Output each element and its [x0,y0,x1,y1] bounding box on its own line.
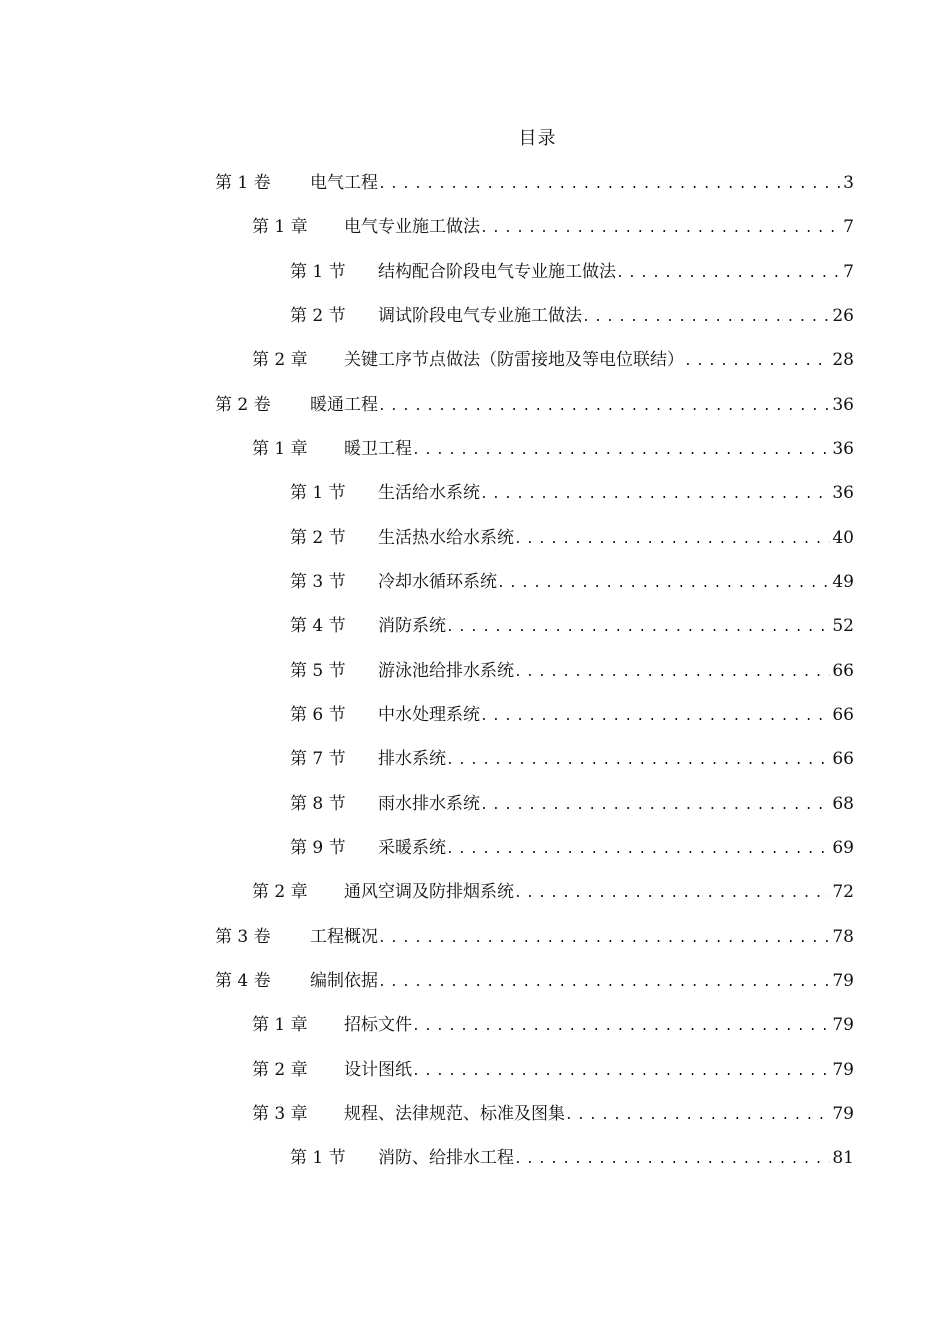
toc-entry-page: 69 [832,838,854,858]
toc-entry-text: 设计图纸 [344,1060,412,1080]
toc-entry[interactable] [290,744,854,774]
toc-entry[interactable] [290,257,854,287]
toc-entry-text: 生活给水系统 [378,483,480,503]
toc-leader-dots [480,480,830,510]
toc-leader-dots [514,879,830,909]
toc-entry-page: 40 [832,528,854,548]
toc-entry-text: 游泳池给排水系统 [378,661,514,681]
toc-leader-dots [446,613,830,643]
toc-entry-text: 排水系统 [378,749,446,769]
toc-entry-number: 第 1 章 [252,439,308,459]
toc-entry-page: 79 [832,1015,854,1035]
toc-entry[interactable] [290,1143,854,1173]
toc-entry-page: 68 [832,794,854,814]
toc-leader-dots [514,525,830,555]
toc-entry[interactable] [215,168,854,198]
toc-entry-page: 66 [832,749,854,769]
toc-entry[interactable] [290,656,854,686]
toc-leader-dots [616,259,841,289]
toc-leader-dots [565,1101,830,1131]
toc-entry[interactable] [252,1010,854,1040]
toc-entry-number: 第 6 节 [290,705,346,725]
toc-entry-text: 编制依据 [310,971,378,991]
toc-entry-number: 第 2 章 [252,882,308,902]
toc-entry-text: 工程概况 [310,927,378,947]
toc-entry[interactable] [290,567,854,597]
toc-entry[interactable] [252,877,854,907]
toc-entry[interactable] [290,611,854,641]
toc-entry-text: 暖通工程 [310,395,378,415]
toc-entry-number: 第 1 节 [290,262,346,282]
toc-entry[interactable] [215,966,854,996]
toc-entry-number: 第 1 节 [290,1148,346,1168]
toc-entry-text: 采暖系统 [378,838,446,858]
toc-entry-number: 第 3 章 [252,1104,308,1124]
toc-entry-number: 第 4 节 [290,616,346,636]
toc-leader-dots [446,835,830,865]
toc-entry-text: 电气专业施工做法 [344,217,480,237]
toc-leader-dots [684,347,830,377]
toc-entry-text: 规程、法律规范、标准及图集 [344,1104,565,1124]
toc-entry-text: 暖卫工程 [344,439,412,459]
toc-entry-page: 49 [832,572,854,592]
toc-leader-dots [480,791,830,821]
toc-entry[interactable] [215,390,854,420]
toc-leader-dots [412,1012,830,1042]
toc-leader-dots [378,392,830,422]
toc-entry-number: 第 1 章 [252,217,308,237]
toc-title: 目录 [518,128,557,149]
toc-entry-page: 66 [832,661,854,681]
toc-leader-dots [412,1057,830,1087]
toc-entry-number: 第 2 节 [290,528,346,548]
toc-entry-number: 第 2 卷 [215,395,271,415]
toc-leader-dots [582,303,830,333]
toc-entry-text: 雨水排水系统 [378,794,480,814]
toc-leader-dots [480,214,841,244]
toc-entry-number: 第 9 节 [290,838,346,858]
toc-entry[interactable] [290,700,854,730]
toc-entry[interactable] [252,1099,854,1129]
toc-entry-page: 81 [832,1148,854,1168]
toc-entry[interactable] [290,789,854,819]
toc-entry-number: 第 8 节 [290,794,346,814]
toc-entry[interactable] [215,922,854,952]
toc-entry-text: 电气工程 [310,173,378,193]
toc-entry-page: 3 [843,173,854,193]
toc-entry-number: 第 2 节 [290,306,346,326]
toc-entry[interactable] [252,345,854,375]
toc-entry[interactable] [252,1055,854,1085]
toc-entry-number: 第 7 节 [290,749,346,769]
toc-entry-text: 中水处理系统 [378,705,480,725]
toc-entry-page: 72 [832,882,854,902]
toc-entry-page: 52 [832,616,854,636]
toc-entry-number: 第 1 卷 [215,173,271,193]
toc-entry[interactable] [290,833,854,863]
toc-entry-text: 消防、给排水工程 [378,1148,514,1168]
toc-entry-text: 招标文件 [344,1015,412,1035]
toc-entry-page: 7 [843,262,854,282]
toc-entry-page: 28 [832,350,854,370]
toc-entry-page: 79 [832,1060,854,1080]
toc-entry-page: 36 [832,439,854,459]
toc-entry-text: 消防系统 [378,616,446,636]
toc-entry-text: 结构配合阶段电气专业施工做法 [378,262,616,282]
toc-entry-number: 第 1 节 [290,483,346,503]
toc-entry-number: 第 2 章 [252,350,308,370]
toc-entry-page: 66 [832,705,854,725]
toc-entry-number: 第 2 章 [252,1060,308,1080]
toc-entry-text: 冷却水循环系统 [378,572,497,592]
toc-leader-dots [378,968,830,998]
toc-leader-dots [480,702,830,732]
toc-entry-page: 79 [832,971,854,991]
toc-leader-dots [378,170,841,200]
toc-entry-text: 通风空调及防排烟系统 [344,882,514,902]
toc-entry-page: 79 [832,1104,854,1124]
toc-leader-dots [446,746,830,776]
toc-entry-page: 36 [832,483,854,503]
toc-entry-page: 7 [843,217,854,237]
toc-entry[interactable] [290,478,854,508]
toc-entry-text: 关键工序节点做法（防雷接地及等电位联结） [344,350,684,370]
toc-entry-page: 26 [832,306,854,326]
toc-leader-dots [412,436,830,466]
toc-entry[interactable] [252,212,854,242]
toc-entry-number: 第 3 节 [290,572,346,592]
toc-leader-dots [497,569,830,599]
toc-entry[interactable] [290,301,854,331]
toc-entry[interactable] [290,523,854,553]
toc-entry-number: 第 3 卷 [215,927,271,947]
toc-entry-text: 调试阶段电气专业施工做法 [378,306,582,326]
toc-entry-page: 36 [832,395,854,415]
toc-leader-dots [378,924,830,954]
toc-leader-dots [514,1145,830,1175]
toc-entry[interactable] [252,434,854,464]
toc-leader-dots [514,658,830,688]
toc-entry-page: 78 [832,927,854,947]
toc-entry-number: 第 5 节 [290,661,346,681]
toc-entry-number: 第 1 章 [252,1015,308,1035]
toc-entry-number: 第 4 卷 [215,971,271,991]
toc-entry-text: 生活热水给水系统 [378,528,514,548]
